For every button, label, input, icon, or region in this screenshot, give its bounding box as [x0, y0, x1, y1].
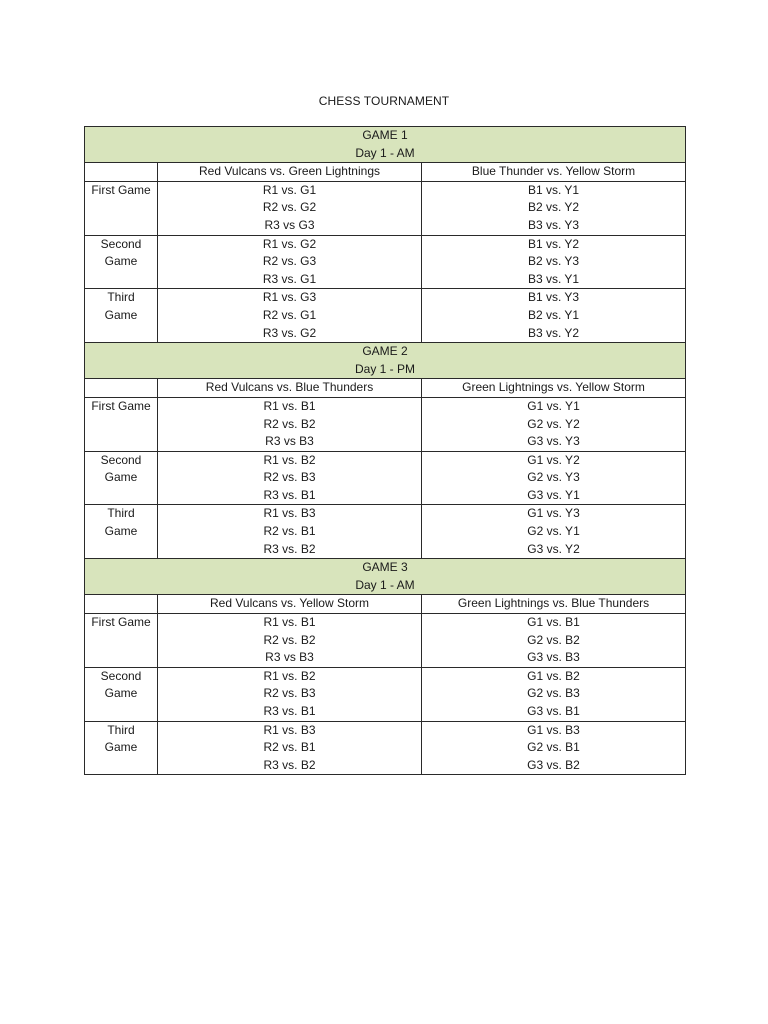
- pairing: G2 vs. Y1: [527, 524, 580, 539]
- pairing: R2 vs. B1: [263, 740, 316, 755]
- round-label: Game: [104, 686, 138, 701]
- round-label-cell: [85, 667, 158, 721]
- pairing: G3 vs. B1: [527, 704, 580, 718]
- round-label-cell: [85, 397, 158, 451]
- round-label-cell: [85, 235, 158, 289]
- pairing: R1 vs. G2: [262, 236, 317, 251]
- pairings-cell-left: [158, 181, 422, 235]
- game-header-cell: [85, 343, 686, 379]
- pairing: R2 vs. B3: [263, 686, 316, 701]
- round-row: [85, 614, 686, 668]
- round-row: [85, 451, 686, 505]
- tournament-schedule-table: [84, 126, 686, 775]
- pairing: R2 vs. B1: [263, 524, 316, 539]
- round-label: Second: [100, 236, 142, 251]
- round-label-cell: [85, 289, 158, 343]
- pairings-cell-left: [158, 235, 422, 289]
- pairings-cell-left: [158, 721, 422, 775]
- pairing: R1 vs. B1: [263, 398, 316, 413]
- pairing: B1 vs. Y3: [527, 290, 580, 305]
- pairings-cell-right: [422, 289, 686, 343]
- pairing: R2 vs. B3: [263, 470, 316, 485]
- matchup-cell: [158, 379, 422, 398]
- matchup-row: [85, 379, 686, 398]
- pairings-cell-right: [422, 505, 686, 559]
- pairing: R3 vs. B1: [263, 487, 316, 502]
- pairing: R1 vs. B2: [263, 452, 316, 467]
- matchup-row: [85, 163, 686, 182]
- matchup-cell: [158, 163, 422, 182]
- pairing: B2 vs. Y3: [527, 254, 580, 269]
- pairing: R2 vs. B2: [263, 632, 316, 647]
- round-label: Third: [107, 290, 135, 305]
- pairing: G3 vs. Y1: [527, 487, 580, 502]
- pairing: R1 vs. B1: [263, 615, 316, 630]
- round-label-cell: [85, 505, 158, 559]
- pairings-cell-left: [158, 397, 422, 451]
- matchup-blank-cell: [85, 595, 158, 614]
- pairing: R3 vs G3: [264, 217, 315, 232]
- round-row: [85, 289, 686, 343]
- pairing: G3 vs. B3: [527, 650, 580, 665]
- matchup-label: Red Vulcans vs. Yellow Storm: [210, 596, 369, 611]
- game-header-row: [85, 343, 686, 379]
- pairing: R1 vs. B3: [263, 722, 316, 737]
- document-title: CHESS TOURNAMENT: [318, 94, 450, 108]
- game-heading: GAME 2: [362, 344, 408, 359]
- pairing: R2 vs. G3: [262, 254, 317, 269]
- pairings-cell-left: [158, 451, 422, 505]
- pairing: G2 vs. B2: [527, 632, 580, 647]
- pairing: R3 vs. B1: [263, 704, 316, 718]
- pairing: B3 vs. Y3: [527, 217, 580, 232]
- matchup-label: Red Vulcans vs. Blue Thunders: [205, 380, 374, 395]
- pairing: R1 vs. G3: [262, 290, 317, 305]
- pairing: G1 vs. Y2: [527, 452, 580, 467]
- game-session: Day 1 - AM: [355, 145, 415, 160]
- round-row: [85, 667, 686, 721]
- pairing: G1 vs. Y3: [527, 506, 580, 521]
- pairing: G3 vs. B2: [527, 757, 580, 772]
- round-label: Game: [104, 740, 138, 755]
- pairing: R2 vs. B2: [263, 416, 316, 431]
- matchup-label: Blue Thunder vs. Yellow Storm: [471, 164, 636, 179]
- pairing: B3 vs. Y2: [527, 325, 580, 340]
- pairing: G3 vs. Y3: [527, 434, 580, 449]
- round-label-cell: [85, 614, 158, 668]
- pairing: G1 vs. Y1: [527, 398, 580, 413]
- pairing: B1 vs. Y1: [527, 182, 580, 197]
- round-label: First Game: [91, 615, 151, 630]
- round-label-cell: [85, 721, 158, 775]
- pairing: R1 vs. G1: [262, 182, 317, 197]
- pairing: R3 vs. B2: [263, 757, 316, 772]
- pairings-cell-right: [422, 181, 686, 235]
- game-heading: GAME 1: [362, 128, 408, 142]
- game-session: Day 1 - AM: [355, 577, 415, 592]
- round-label-cell: [85, 451, 158, 505]
- round-row: [85, 397, 686, 451]
- matchup-label: Green Lightnings vs. Yellow Storm: [462, 380, 645, 395]
- pairing: R1 vs. B2: [263, 668, 316, 683]
- round-label: Third: [107, 506, 135, 521]
- round-row: [85, 181, 686, 235]
- pairings-cell-left: [158, 505, 422, 559]
- round-label: First Game: [91, 182, 151, 197]
- round-label: Second: [100, 668, 142, 683]
- matchup-cell: [422, 379, 686, 398]
- pairing: R3 vs. B2: [263, 541, 316, 556]
- pairing: R3 vs. G2: [262, 325, 317, 340]
- game-header-row: [85, 127, 686, 163]
- pairing: B3 vs. Y1: [527, 271, 580, 286]
- pairing: R1 vs. B3: [263, 506, 316, 521]
- pairings-cell-right: [422, 614, 686, 668]
- pairing: G2 vs. Y3: [527, 470, 580, 485]
- round-label: Second: [100, 452, 142, 467]
- round-label: Game: [104, 254, 138, 269]
- pairing: R2 vs. G1: [262, 307, 317, 322]
- matchup-label: Red Vulcans vs. Green Lightnings: [199, 164, 380, 179]
- pairings-cell-right: [422, 397, 686, 451]
- pairing: R3 vs B3: [265, 434, 314, 449]
- game-header-row: [85, 559, 686, 595]
- pairings-cell-right: [422, 667, 686, 721]
- matchup-cell: [422, 595, 686, 614]
- pairings-cell-right: [422, 235, 686, 289]
- game-header-cell: [85, 127, 686, 163]
- pairing: B1 vs. Y2: [527, 236, 580, 251]
- round-label: Game: [104, 307, 138, 322]
- pairing: G2 vs. B3: [527, 686, 580, 701]
- round-label: First Game: [91, 398, 151, 413]
- round-label: Game: [104, 470, 138, 485]
- matchup-label: Green Lightnings vs. Blue Thunders: [457, 596, 650, 611]
- pairings-cell-left: [158, 614, 422, 668]
- round-row: [85, 721, 686, 775]
- pairing: R3 vs. G1: [262, 271, 317, 286]
- pairing: G2 vs. B1: [527, 740, 580, 755]
- round-label-cell: [85, 181, 158, 235]
- game-session: Day 1 - PM: [355, 361, 416, 376]
- pairing: R3 vs B3: [265, 650, 314, 665]
- matchup-row: [85, 595, 686, 614]
- round-label: Third: [107, 722, 135, 737]
- pairings-cell-right: [422, 721, 686, 775]
- pairing: B2 vs. Y1: [527, 307, 580, 322]
- pairings-cell-right: [422, 451, 686, 505]
- game-heading: GAME 3: [362, 560, 408, 575]
- round-row: [85, 505, 686, 559]
- pairings-cell-left: [158, 289, 422, 343]
- matchup-cell: [422, 163, 686, 182]
- pairings-cell-left: [158, 667, 422, 721]
- round-label: Game: [104, 524, 138, 539]
- pairing: G1 vs. B2: [527, 668, 580, 683]
- pairing: G1 vs. B3: [527, 722, 580, 737]
- schedule-body: [85, 127, 686, 775]
- matchup-cell: [158, 595, 422, 614]
- pairing: R2 vs. G2: [262, 200, 317, 215]
- pairing: B2 vs. Y2: [527, 200, 580, 215]
- game-header-cell: [85, 559, 686, 595]
- pairing: G3 vs. Y2: [527, 541, 580, 556]
- matchup-blank-cell: [85, 163, 158, 182]
- pairing: G1 vs. B1: [527, 615, 580, 630]
- matchup-blank-cell: [85, 379, 158, 398]
- round-row: [85, 235, 686, 289]
- pairing: G2 vs. Y2: [527, 416, 580, 431]
